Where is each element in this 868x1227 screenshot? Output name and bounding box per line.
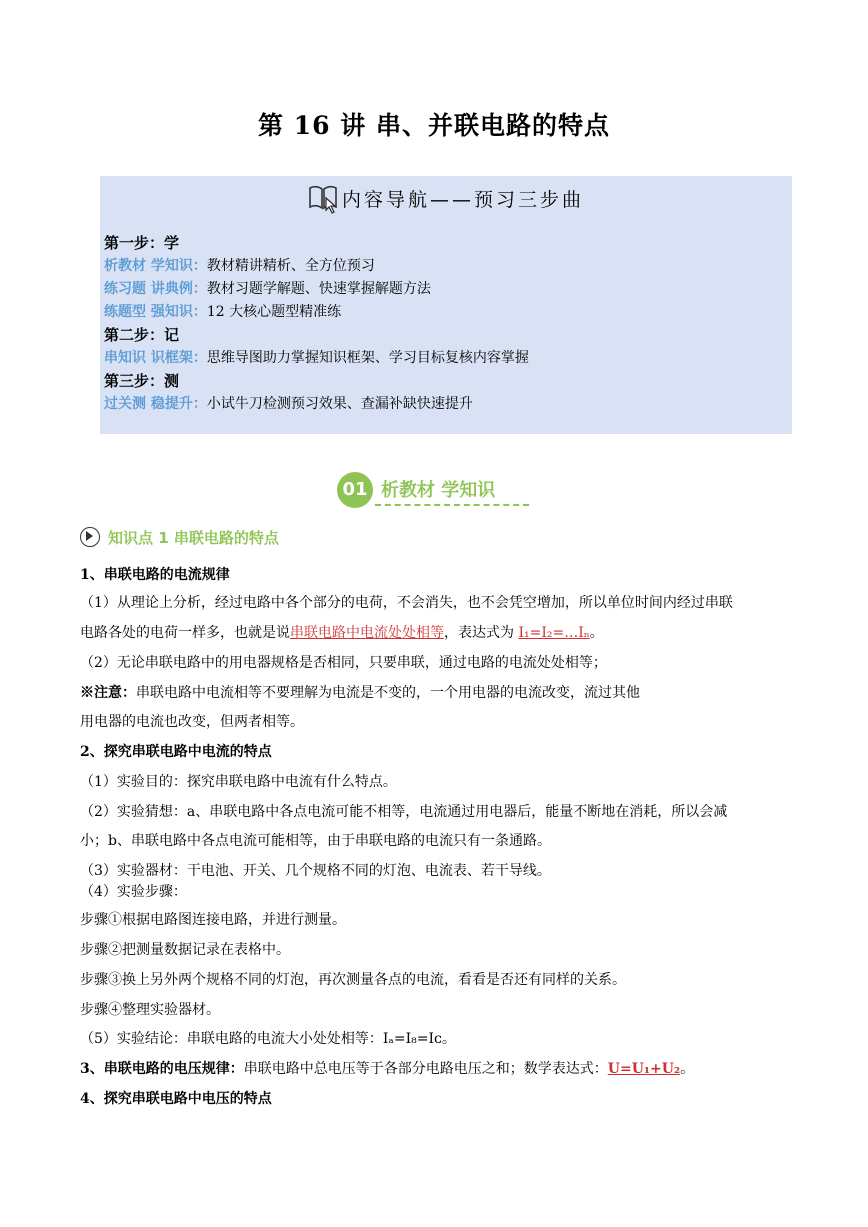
paragraph: （3）实验器材：干电池、开关、几个规格不同的灯泡、电流表、若干导线。 <box>80 863 551 879</box>
text: （5）实验结论：串联电路的电流大小处处相等： <box>80 1031 383 1047</box>
text: 。 <box>589 625 604 641</box>
section-label: 析教材 学知识 <box>381 480 496 501</box>
nav-row-highlight: 串知识 识框架： <box>104 350 207 366</box>
text: 。 <box>441 1031 456 1047</box>
nav-row <box>104 347 784 370</box>
nav-row <box>104 301 784 324</box>
heading-explore-current: 2、探究串联电路中电流的特点 <box>80 744 272 760</box>
note <box>80 683 640 703</box>
nav-row <box>104 278 784 301</box>
step-item: 步骤④整理实验器材。 <box>80 1002 220 1018</box>
nav-title: 内容导航——预习三步曲 <box>341 188 584 211</box>
paragraph: 用电器的电流也改变，但两者相等。 <box>80 714 304 730</box>
nav-row-text: 教材习题学解题、快速掌握解题方法 <box>206 281 431 297</box>
step-2: 第二步：记 <box>104 326 180 344</box>
step-3: 第三步：测 <box>104 372 180 390</box>
paragraph <box>80 1029 456 1049</box>
text: 串联电路中电流相等不要理解为电流是不变的，一个用电器的电流改变，流过其他 <box>136 685 640 701</box>
knowledge-point-heading <box>80 525 279 549</box>
heading-current-rule: 1、串联电路的电流规律 <box>80 567 230 583</box>
text: 电路各处的电荷一样多，也就是说 <box>80 625 290 641</box>
section-badge <box>337 470 537 514</box>
nav-row-text: 小试牛刀检测预习效果、查漏补缺快速提升 <box>206 396 473 412</box>
paragraph <box>80 623 604 643</box>
key-phrase: 串联电路中电流处处相等 <box>290 625 444 641</box>
heading-voltage-rule: 3、串联电路的电压规律： <box>80 1061 244 1077</box>
nav-row-highlight: 过关测 稳提升： <box>104 396 207 412</box>
nav-row-text: 12 大核心题型精准练 <box>206 304 342 320</box>
section-number: 01 <box>337 472 373 508</box>
content-navigation-box <box>100 176 792 434</box>
paragraph: （1）实验目的：探究串联电路中电流有什么特点。 <box>80 774 397 790</box>
note-label: ※注意： <box>80 685 136 701</box>
paragraph: （1）从理论上分析，经过电路中各个部分的电荷，不会消失，也不会凭空增加，所以单位时间内经过串联 <box>80 595 733 611</box>
step-item: 步骤①根据电路图连接电路，并进行测量。 <box>80 912 346 928</box>
knowledge-point-title: 知识点 1 串联电路的特点 <box>108 528 279 547</box>
paragraph: （2）无论串联电路中的用电器规格是否相同，只要串联，通过电路的电流处处相等； <box>80 655 607 671</box>
nav-row-highlight: 练习题 讲典例： <box>104 281 207 297</box>
step-item: 步骤②把测量数据记录在表格中。 <box>80 942 290 958</box>
step-item: 步骤③换上另外两个规格不同的灯泡，再次测量各点的电流，看看是否还有同样的关系。 <box>80 972 626 988</box>
nav-header <box>100 176 792 220</box>
paragraph: （2）实验猜想：a、串联电路中各点电流可能不相等，电流通过用电器后，能量不断地在消耗，所以会减 <box>80 804 728 820</box>
book-pointer-icon <box>308 182 338 214</box>
paragraph <box>80 1059 694 1079</box>
play-circle-icon <box>80 527 100 547</box>
nav-row-text: 教材精讲精析、全方位预习 <box>206 258 375 274</box>
nav-row <box>104 255 784 278</box>
paragraph: 小；b、串联电路中各点电流可能相等，由于串联电路的电流只有一条通路。 <box>80 833 551 849</box>
text: 。 <box>680 1061 695 1077</box>
text: 串联电路中总电压等于各部分电路电压之和；数学表达式： <box>243 1061 608 1077</box>
nav-row <box>104 393 784 416</box>
section-divider <box>375 504 529 506</box>
formula: U=U₁+U₂ <box>607 1061 681 1077</box>
nav-row-highlight: 练题型 强知识： <box>104 304 207 320</box>
formula: Iₐ=I₈=Iᴄ <box>382 1031 442 1047</box>
paragraph: （4）实验步骤： <box>80 884 187 900</box>
formula: I₁=I₂=…Iₙ <box>518 625 590 641</box>
step-1: 第一步：学 <box>104 234 180 252</box>
heading-explore-voltage: 4、探究串联电路中电压的特点 <box>80 1091 272 1107</box>
page-title: 第 16 讲 串、并联电路的特点 <box>258 111 610 140</box>
nav-row-highlight: 析教材 学知识： <box>104 258 207 274</box>
nav-row-text: 思维导图助力掌握知识框架、学习目标复核内容掌握 <box>206 350 529 366</box>
text: ，表达式为 <box>444 625 519 641</box>
